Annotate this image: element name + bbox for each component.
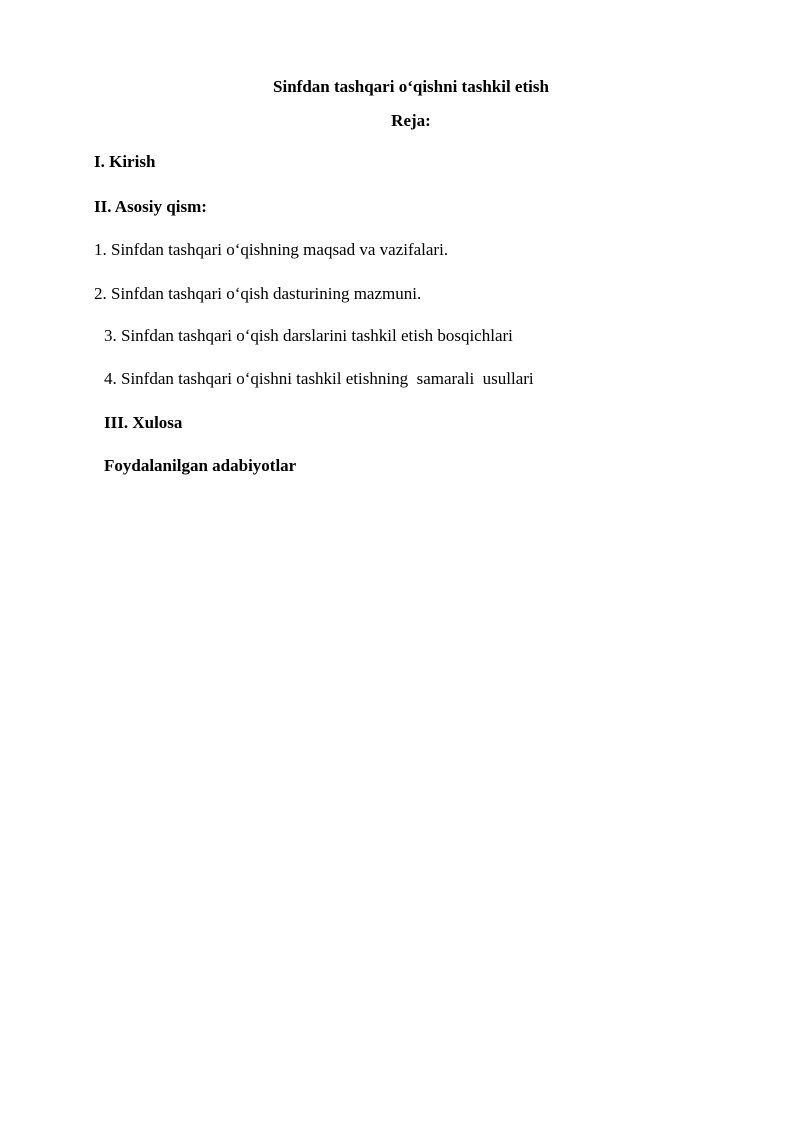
outline-item-1: 1. Sinfdan tashqari o‘qishning maqsad va vazifalari. [94, 240, 449, 259]
outline-item-references: Foydalanilgan adabiyotlar [104, 456, 297, 475]
outline-item-conclusion: III. Xulosa [104, 413, 183, 432]
outline-item-3: 3. Sinfdan tashqari o‘qish darslarini tashkil etish bosqichlari [104, 326, 513, 345]
outline-item-4: 4. Sinfdan tashqari o‘qishni tashkil etishning samarali usullari [104, 369, 534, 388]
plan-heading: Reja: [391, 111, 431, 130]
outline-item-introduction: I. Kirish [94, 152, 156, 171]
outline-item-2: 2. Sinfdan tashqari o‘qish dasturining mazmuni. [94, 284, 422, 303]
document-title: Sinfdan tashqari o‘qishni tashkil etish [273, 77, 549, 96]
outline-item-main-part: II. Asosiy qism: [94, 197, 207, 216]
